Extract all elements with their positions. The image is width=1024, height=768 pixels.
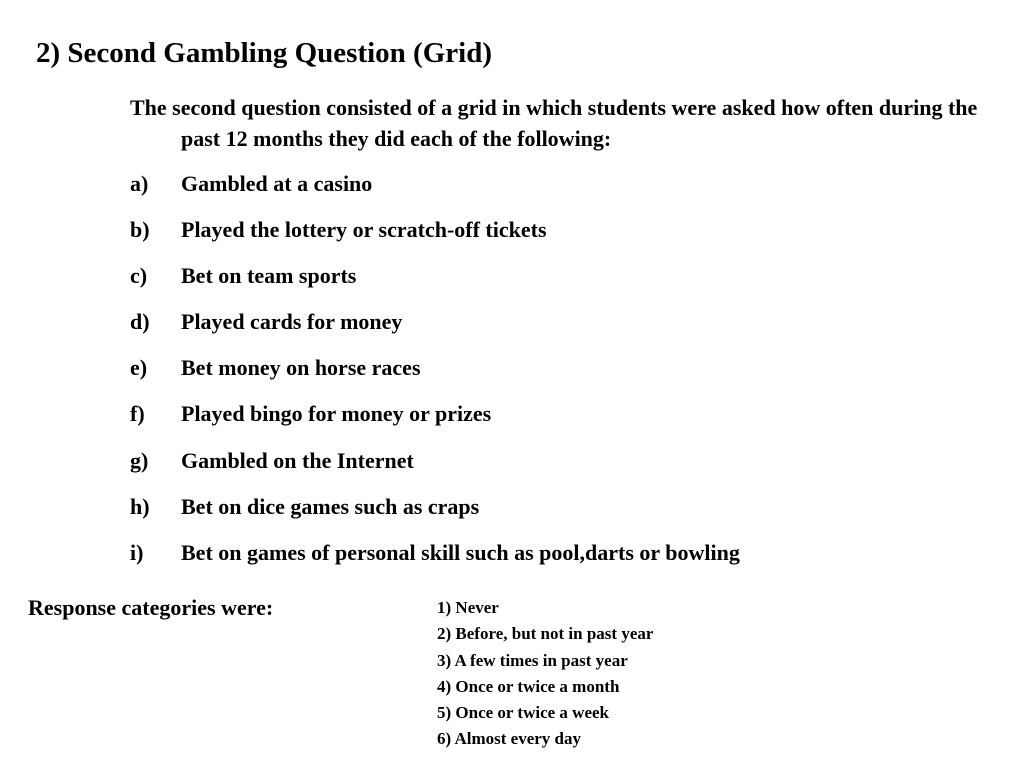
response-category: 6) Almost every day xyxy=(437,729,582,749)
response-categories-list xyxy=(437,596,653,754)
item-marker: e) xyxy=(130,355,148,381)
item-marker: c) xyxy=(130,263,148,289)
item-text: Played cards for money xyxy=(181,309,403,335)
item-marker: i) xyxy=(130,539,144,565)
response-category: 2) Before, but not in past year xyxy=(437,624,654,644)
list-item xyxy=(130,260,740,306)
activity-list xyxy=(130,168,740,583)
item-text: Bet on games of personal skill such as pool,darts or bowling xyxy=(181,539,740,565)
item-text: Gambled on the Internet xyxy=(181,447,414,473)
item-marker: f) xyxy=(130,401,145,427)
item-marker: a) xyxy=(130,171,149,196)
response-category: 4) Once or twice a month xyxy=(437,676,620,696)
item-marker: h) xyxy=(130,493,150,519)
item-text: Played the lottery or scratch-off tickets xyxy=(181,217,547,243)
item-text: Played bingo for money or prizes xyxy=(181,401,492,427)
list-item xyxy=(130,168,740,214)
item-text: Bet on team sports xyxy=(181,263,357,289)
list-item xyxy=(130,306,740,352)
list-item xyxy=(130,352,740,398)
response-category: 3) A few times in past year xyxy=(437,650,628,670)
list-item xyxy=(130,214,740,260)
response-category: 5) Once or twice a week xyxy=(437,703,609,723)
slide-title: 2) Second Gambling Question (Grid) xyxy=(36,37,492,69)
list-item xyxy=(130,491,740,537)
intro-paragraph: The second question consisted of a grid in which students were asked how often during the past 12 months they did each of the following: xyxy=(130,95,978,151)
response-categories-label: Response categories were: xyxy=(28,595,274,620)
response-category: 1) Never xyxy=(437,598,499,617)
list-item xyxy=(130,398,740,444)
item-marker: b) xyxy=(130,217,150,243)
list-item xyxy=(130,445,740,491)
item-text: Gambled at a casino xyxy=(181,171,373,196)
item-text: Bet on dice games such as craps xyxy=(181,493,480,519)
item-marker: g) xyxy=(130,447,149,473)
item-marker: d) xyxy=(130,309,150,335)
list-item xyxy=(130,537,740,583)
item-text: Bet money on horse races xyxy=(181,355,421,381)
